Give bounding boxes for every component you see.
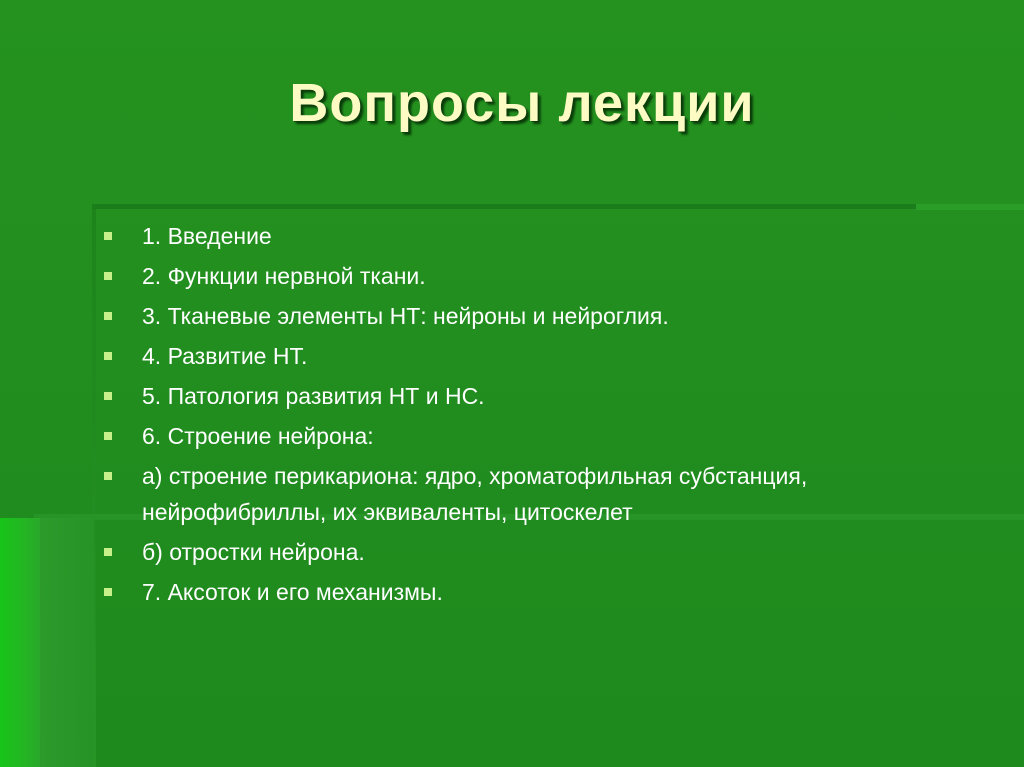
lecture-questions-list bbox=[104, 218, 984, 614]
square-bullet-icon bbox=[104, 232, 112, 240]
list-item-text: 6. Строение нейрона: bbox=[142, 423, 374, 449]
list-item bbox=[104, 338, 984, 374]
decorative-strip-shade bbox=[34, 518, 94, 767]
square-bullet-icon bbox=[104, 432, 112, 440]
square-bullet-icon bbox=[104, 588, 112, 596]
list-item-text: б) отростки нейрона. bbox=[142, 539, 365, 565]
square-bullet-icon bbox=[104, 548, 112, 556]
list-item bbox=[104, 534, 984, 570]
list-item-text: 1. Введение bbox=[142, 223, 272, 249]
list-item-text: а) строение перикариона: ядро, хроматофильная субстанция, нейрофибриллы, их эквиваленты, цитоскелет bbox=[142, 463, 808, 525]
decorative-line-top bbox=[92, 204, 916, 209]
list-item-text: 4. Развитие НТ. bbox=[142, 343, 308, 369]
list-item-text: 5. Патология развития НТ и НС. bbox=[142, 383, 485, 409]
list-item-text: 2. Функции нервной ткани. bbox=[142, 263, 426, 289]
square-bullet-icon bbox=[104, 312, 112, 320]
list-item bbox=[104, 298, 984, 334]
list-item bbox=[104, 258, 984, 294]
list-item bbox=[104, 218, 984, 254]
slide-title: Вопросы лекции bbox=[289, 73, 755, 133]
list-item bbox=[104, 574, 984, 610]
list-item bbox=[104, 418, 984, 454]
square-bullet-icon bbox=[104, 272, 112, 280]
list-item bbox=[104, 378, 984, 414]
square-bullet-icon bbox=[104, 392, 112, 400]
decorative-strip-left bbox=[0, 518, 40, 767]
list-item-text: 7. Аксоток и его механизмы. bbox=[142, 579, 443, 605]
decorative-line-top-right bbox=[916, 204, 1024, 210]
list-item-text: 3. Тканевые элементы НТ: нейроны и нейроглия. bbox=[142, 303, 669, 329]
square-bullet-icon bbox=[104, 472, 112, 480]
list-item bbox=[104, 458, 984, 530]
square-bullet-icon bbox=[104, 352, 112, 360]
